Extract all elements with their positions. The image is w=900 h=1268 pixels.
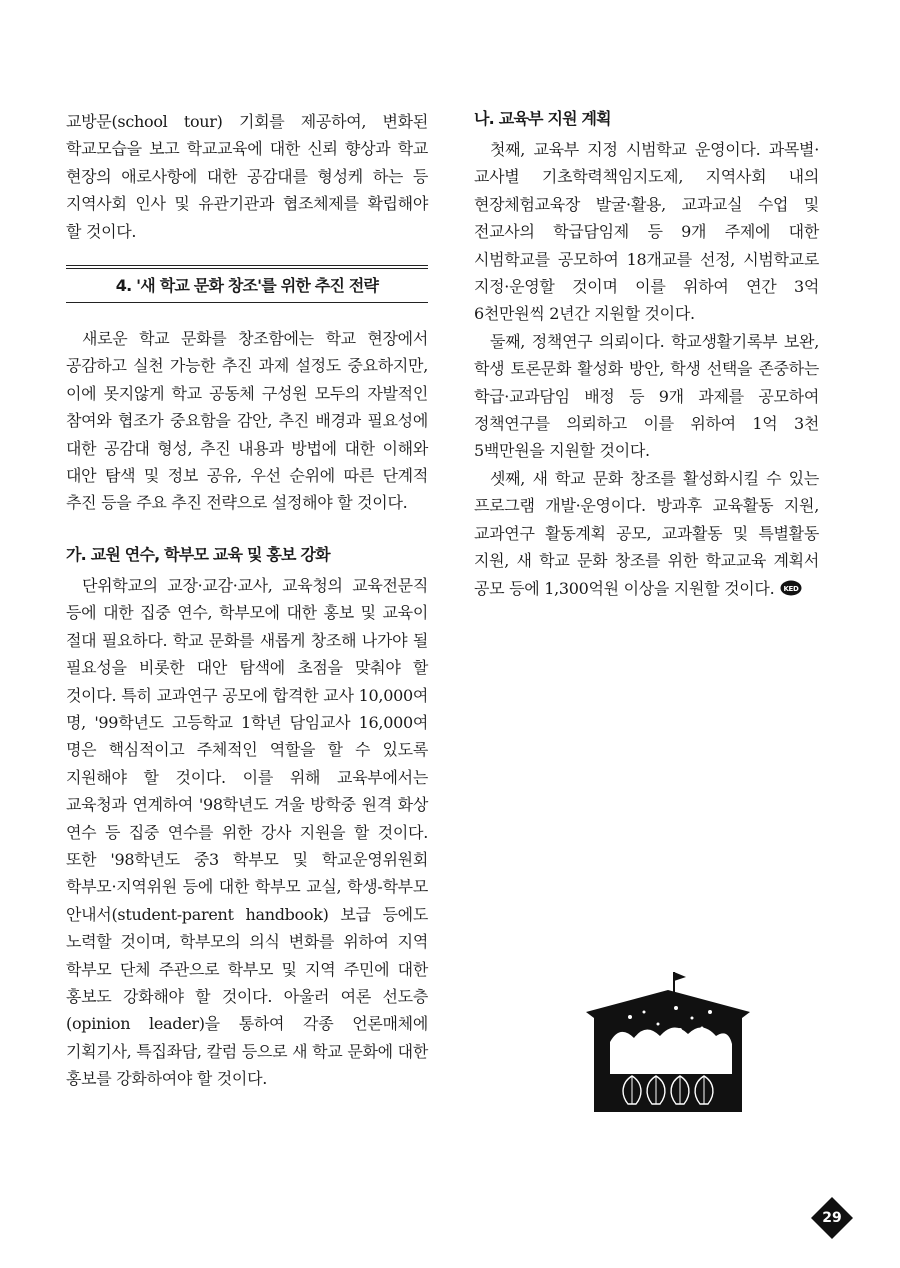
left-paragraph-2: 새로운 학교 문화를 창조함에는 학교 현장에서 공감하고 실천 가능한 추진 과제 설정도 중요하지만, 이에 못지않게 학교 공동체 구성원 모두의 자발적인 참여와 협조가 중요함을 감안, 추진 배경과 필요성에 대한 공감대 형성, 추진 내용과 방법에 대한 이해와 대안 탐색 및 정보 공유, 우선 순위에 따른 단계적 추진 등을 주요 추진 전략으로 설정해야 할 것이다. <box>66 329 428 513</box>
page-number-badge <box>810 1196 854 1240</box>
right-paragraph-3-text: 셋째, 새 학교 문화 창조를 활성화시킬 수 있는 프로그램 개발·운영이다. 방과후 교육활동 지원, 교과연구 활동계획 공모, 교과활동 및 특별활동 지원, 새 학교 문화 창조를 위한 학교교육 계획서 공모 등에 1,300억원 이상을 지원할 것이다. <box>474 468 819 598</box>
ked-end-mark-text: KED <box>783 584 799 593</box>
right-paragraph-2: 둘째, 정책연구 의뢰이다. 학교생활기록부 보완, 학생 토론문화 활성화 방안, 학생 선택을 존중하는 학급·교과담임 배정 등 9개 과제를 공모하여 정책연구를 의뢰하고 이를 위하여 1억 3천 5백만원을 지원할 것이다. <box>474 331 819 461</box>
section-title: 4. '새 학교 문화 창조'를 위한 추진 전략 <box>115 275 379 295</box>
right-column <box>474 108 819 602</box>
right-paragraph-3 <box>474 465 819 602</box>
ked-end-mark-icon <box>780 580 802 596</box>
section-heading-box <box>66 265 428 303</box>
school-house-illustration <box>580 972 756 1112</box>
subheading-na: 나. 교육부 지원 계획 <box>474 109 611 128</box>
left-paragraph-1: 교방문(school tour) 기회를 제공하여, 변화된 학교모습을 보고 학교교육에 대한 신뢰 향상과 학교 현장의 애로사항에 대한 공감대를 형성케 하는 등 지역사회 인사 및 유관기관과 협조체제를 확립해야 할 것이다. <box>66 112 428 241</box>
left-paragraph-3: 단위학교의 교장·교감·교사, 교육청의 교육전문직 등에 대한 집중 연수, 학부모에 대한 홍보 및 교육이 절대 필요하다. 학교 문화를 새롭게 창조해 나가야 될 필요성을 비롯한 대안 탐색에 초점을 맞춰야 할 것이다. 특히 교과연구 공모에 합격한 교사 10,000여 명, '99학년도 고등학교 1학년 담임교사 16,000여 명은 핵심적이고 주체적인 역할을 할 수 있도록 지원해야 할 것이다. 이를 위해 교육부에서는 교육청과 연계하여 '98학년도 겨울 방학중 원격 화상 연수 등 집중 연수를 위한 강사 지원을 할 것이다. 또한 '98학년도 중3 학부모 및 학교운영위원회 학부모·지역위원 등에 대한 학부모 교실, 학생-학부모 안내서(student-parent handbook) 보급 등에도 노력할 것이며, 학부모의 의식 변화를 위하여 지역 학부모 단체 주관으로 학부모 및 지역 주민에 대한 홍보도 강화해야 할 것이다. 아울러 여론 선도층(opinion leader)을 통하여 각종 언론매체에 기획기사, 특집좌담, 칼럼 등으로 새 학교 문화에 대한 홍보를 강화하여야 할 것이다. <box>66 575 428 1089</box>
page-number: 29 <box>822 1210 842 1226</box>
left-column <box>66 108 428 1093</box>
subheading-ga: 가. 교원 연수, 학부모 교육 및 홍보 강화 <box>66 544 330 564</box>
right-paragraph-1: 첫째, 교육부 지정 시범학교 운영이다. 과목별·교사별 기초학력책임지도제, 지역사회 내의 현장체험교육장 발굴·활용, 교과교실 수업 및 전교사의 학급담임제 등 9개 주제에 대한 시범학교를 공모하여 18개교를 선정, 시범학교로 지정·운영할 것이며 이를 위하여 연간 3억 6천만원씩 2년간 지원할 것이다. <box>474 140 819 324</box>
